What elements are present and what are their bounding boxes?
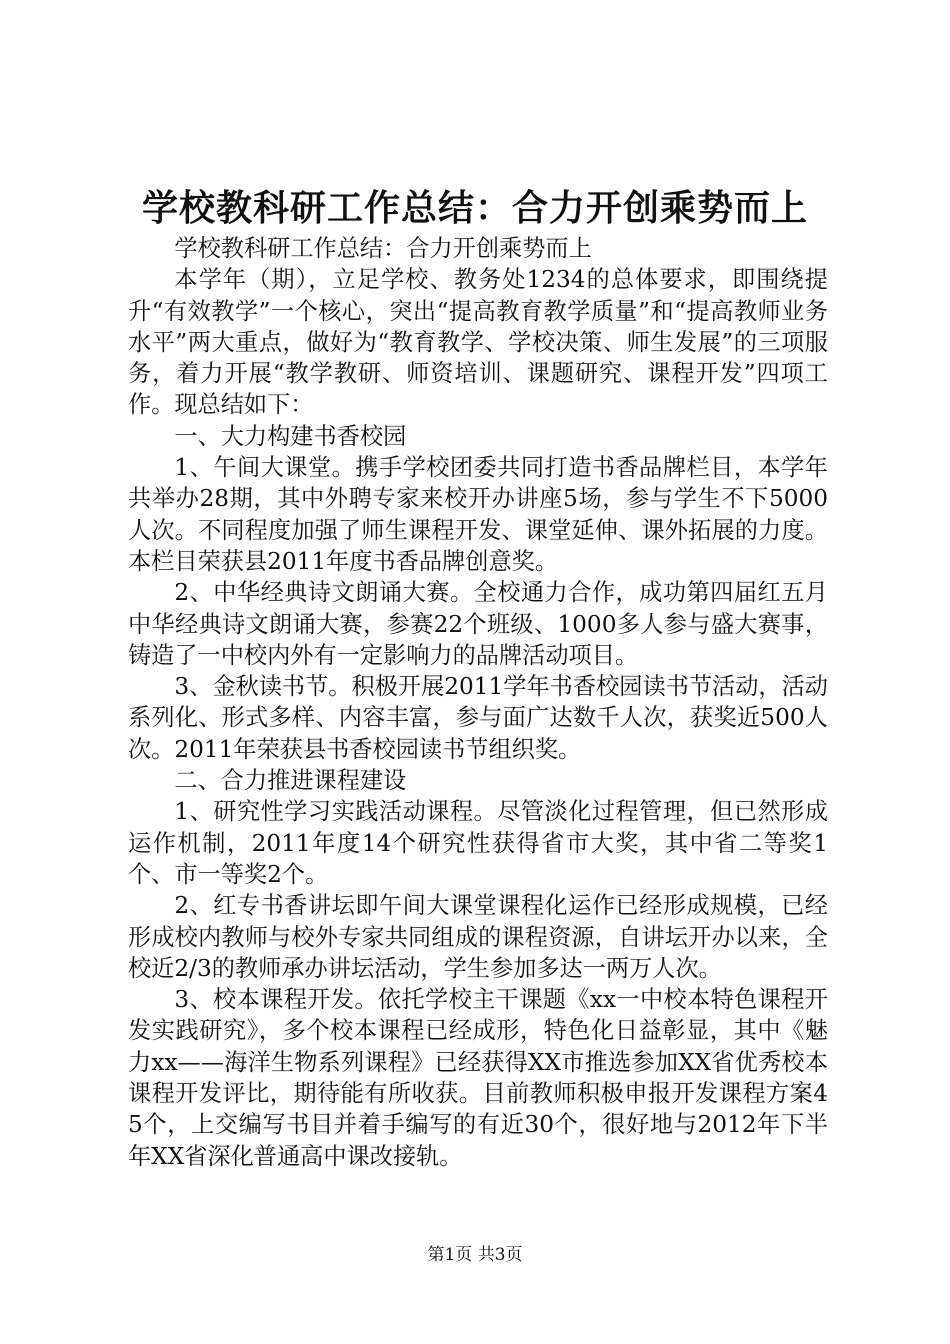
subtitle-paragraph: 学校教科研工作总结：合力开创乘势而上 bbox=[174, 235, 592, 262]
section-2-item-2: 2、红专书香讲坛即午间大课堂课程化运作已经形成规模，已经形成校内教师与校外专家共同组成的课程资源，自讲坛开办以来，全校近2/3的教师承办讲坛活动，学生参加多达一两万人次。 bbox=[128, 892, 828, 982]
section-2-item-1: 1、研究性学习实践活动课程。尽管淡化过程管理，但已然形成运作机制，2011年度14个研究性获得省市大奖，其中省二等奖1个、市一等奖2个。 bbox=[128, 798, 828, 888]
page-footer: 第1页 共3页 bbox=[427, 1245, 523, 1265]
section-1-item-2: 2、中华经典诗文朗诵大赛。全校通力合作，成功第四届红五月中华经典诗文朗诵大赛，参赛22个班级、1000多人参与盛大赛事，铸造了一中校内外有一定影响力的品牌活动项目。 bbox=[128, 579, 828, 669]
section-1-item-1: 1、午间大课堂。携手学校团委共同打造书香品牌栏目，本学年共举办28期，其中外聘专家来校开办讲座5场，参与学生不下5000人次。不同程度加强了师生课程开发、课堂延伸、课外拓展的力度。本栏目荣获县2011年度书香品牌创意奖。 bbox=[128, 454, 828, 575]
document-body bbox=[128, 233, 828, 1172]
section-1-item-3: 3、金秋读书节。积极开展2011学年书香校园读书节活动，活动系列化、形式多样、内容丰富，参与面广达数千人次，获奖近500人次。2011年荣获县书香校园读书节组织奖。 bbox=[128, 673, 828, 763]
document-title: 学校教科研工作总结：合力开创乘势而上 bbox=[141, 187, 808, 229]
intro-paragraph: 本学年（期），立足学校、教务处1234的总体要求，即围绕提升“有效教学”一个核心，突出“提高教育教学质量”和“提高教师业务水平”两大重点，做好为“教育教学、学校决策、师生发展”的三项服务，着力开展“教学教研、师资培训、课题研究、课程开发”四项工作。现总结如下： bbox=[128, 266, 828, 419]
section-2-item-3: 3、校本课程开发。依托学校主干课题《xx一中校本特色课程开发实践研究》，多个校本课程已经成形，特色化日益彰显，其中《魅力xx——海洋生物系列课程》已经获得XX市推选参加XX省优秀校本课程开发评比，期待能有所收获。目前教师积极申报开发课程方案45个，上交编写书目并着手编写的有近30个，很好地与2012年下半年XX省深化普通高中课改接轨。 bbox=[128, 986, 828, 1170]
section-heading-2: 二、合力推进课程建设 bbox=[174, 767, 407, 795]
section-heading-1: 一、大力构建书香校园 bbox=[174, 422, 407, 450]
